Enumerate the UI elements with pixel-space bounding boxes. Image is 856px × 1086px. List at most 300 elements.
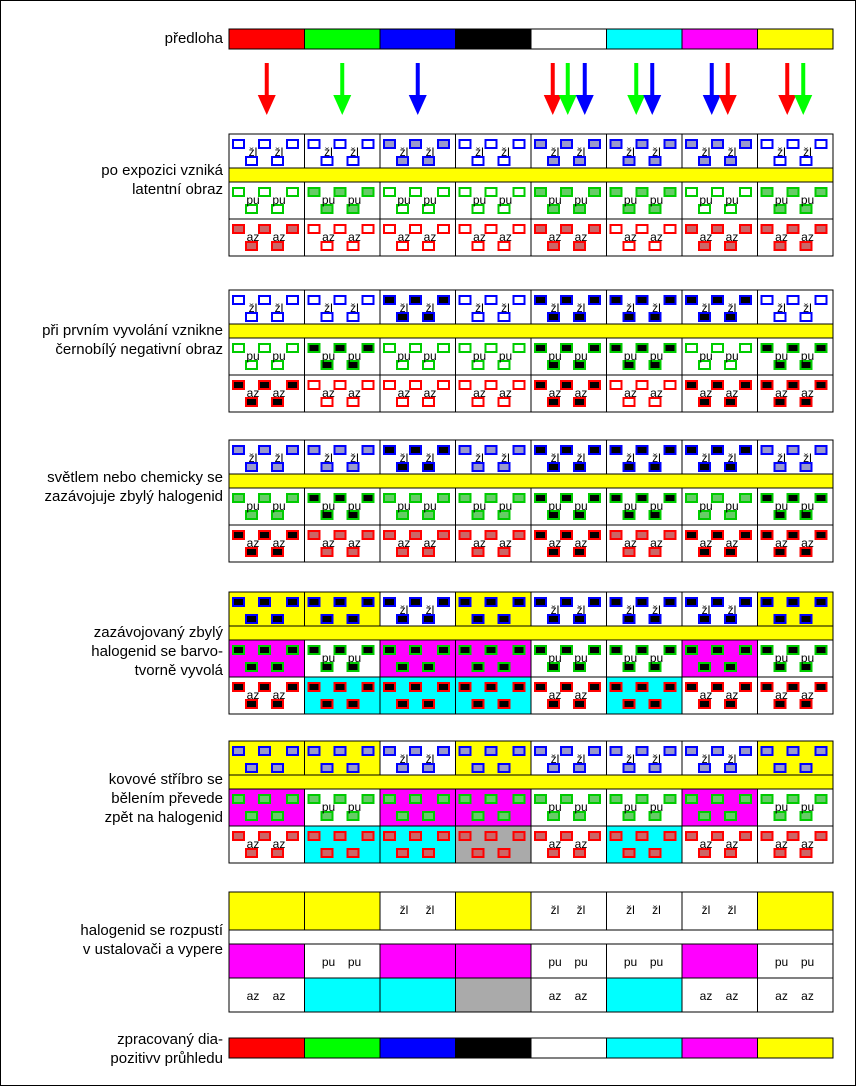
grain [762,531,773,539]
label-line: světlem nebo chemicky se [47,469,223,486]
grain [473,615,484,623]
grain [816,795,827,803]
final-layer-cell-blue [531,892,607,930]
grain [246,663,257,671]
grain [233,296,244,304]
grain [788,188,799,196]
grain [611,188,622,196]
grain [460,494,471,502]
grain [535,747,546,755]
blue-light-arrow [576,63,594,115]
grain [486,188,497,196]
grain [410,225,421,233]
grain [816,683,827,691]
grain [309,795,320,803]
layer-code-label: az [801,837,814,851]
layer-code-label: žl [727,301,737,315]
grain [460,344,471,352]
grain [788,446,799,454]
grain [762,140,773,148]
grain [410,747,421,755]
grain [561,832,572,840]
layer-code-label: žl [701,603,711,617]
grain [438,140,449,148]
grain [589,296,600,304]
layer-code-label: žl [576,145,586,159]
layer-code-label: pu [623,193,638,207]
grain [665,832,676,840]
grain [259,531,270,539]
grain [816,646,827,654]
grain [233,494,244,502]
layer-code-label: žl [576,752,586,766]
layer-code-label: žl [248,451,258,465]
grain [561,446,572,454]
grain [348,849,359,857]
layer-code-label: az [650,536,663,550]
grain [363,296,374,304]
layer-code-label: pu [649,800,664,814]
grain [611,598,622,606]
layer-code-label: žl [425,603,435,617]
grain [611,225,622,233]
grain [637,381,648,389]
green-light-arrow [794,63,812,115]
layer-code-label: az [499,536,512,550]
grain [740,832,751,840]
grain [486,598,497,606]
grain [259,747,270,755]
layer-code-label: az [624,386,637,400]
final-layer-cell-red [456,978,532,1012]
layer-code-label: pu [699,499,713,513]
grain [397,700,408,708]
grain [725,663,736,671]
layer-code-label: pu [725,193,739,207]
grain [309,225,320,233]
layer-code-label: žl [777,301,786,315]
grain [740,344,751,352]
layer-code-label: az [548,989,562,1003]
layer-code-label: pu [774,651,789,665]
final-layer-cell-red [758,978,834,1012]
grain [514,683,525,691]
grain [535,344,546,352]
yellow-filter-band [229,775,833,789]
layer-code-label: žl [701,752,711,766]
grain [712,296,723,304]
grain [816,747,827,755]
grain [665,446,676,454]
layer-code-label: az [397,230,411,244]
grain [740,646,751,654]
grain [246,764,257,772]
grain [384,296,395,304]
grain [788,494,799,502]
layer-code-label: žl [324,145,333,159]
grain [637,531,648,539]
grain [762,381,773,389]
grain [335,683,346,691]
red-light-arrow [258,63,276,115]
grain [665,683,676,691]
grain [686,598,697,606]
layer-code-label: az [548,386,562,400]
grain [712,747,723,755]
grain [363,531,374,539]
layer-code-label: pu [649,955,664,969]
grain [486,795,497,803]
grain [740,795,751,803]
layer-code-label: az [272,536,286,550]
layer-code-label: pu [800,955,815,969]
layer-code-label: az [574,989,588,1003]
layer-code-label: pu [472,499,487,513]
layer-code-label: žl [274,145,284,159]
layer-code-label: žl [425,145,435,159]
layer-code-label: žl [550,903,560,917]
grain [259,140,270,148]
layer-code-label: žl [727,603,737,617]
grain [335,446,346,454]
layer-code-label: az [348,536,361,550]
grain [788,795,799,803]
layer-code-label: pu [574,651,588,665]
arrow-head [409,95,427,115]
layer-code-label: az [699,386,713,400]
grain [712,381,723,389]
grain [740,225,751,233]
grain [363,494,374,502]
layer-code-label: az [473,386,486,400]
grain [762,683,773,691]
grain [712,225,723,233]
grain [473,812,484,820]
grain [686,494,697,502]
grain [309,381,320,389]
grain [589,381,600,389]
layer-code-label: az [272,837,286,851]
grain [473,663,484,671]
layer-code-label: pu [548,651,562,665]
grain [322,764,333,772]
grain [788,140,799,148]
grain [233,188,244,196]
layer-code-label: az [801,989,814,1003]
result-swatch-blue [380,1038,456,1058]
grain [438,646,449,654]
grain [259,381,270,389]
grain [589,646,600,654]
grain [233,795,244,803]
grain [816,140,827,148]
grain [259,832,270,840]
grain [686,140,697,148]
grain [272,764,283,772]
layer-code-label: az [548,536,562,550]
layer-code-label: pu [347,499,362,513]
label-stage1 [5,161,223,199]
final-layer-cell-blue [305,892,381,930]
green-light-arrow [627,63,645,115]
grain [335,225,346,233]
grain [762,225,773,233]
layer-code-label: pu [246,349,260,363]
grain [788,832,799,840]
layer-code-label: žl [701,903,711,917]
layer-code-label: pu [623,651,638,665]
grain [259,598,270,606]
predloha-swatch-green [305,29,381,49]
grain [499,615,510,623]
grain [486,344,497,352]
grain [438,531,449,539]
grain [637,683,648,691]
grain [637,598,648,606]
grain [514,446,525,454]
grain [486,747,497,755]
grain [460,832,471,840]
grain [410,188,421,196]
grain [762,646,773,654]
grain [561,188,572,196]
grain [788,296,799,304]
layer-code-label: pu [397,349,411,363]
grain [309,188,320,196]
grain [486,140,497,148]
layer-code-label: žl [576,451,586,465]
grain [309,140,320,148]
green-light-arrow [559,63,577,115]
grain [309,832,320,840]
label-line: kovové stříbro se [108,771,223,788]
grain [287,188,298,196]
layer-code-label: žl [727,903,737,917]
layer-code-label: žl [248,145,258,159]
final-layer-cell-green [531,944,607,978]
grain [259,446,270,454]
layer-code-label: pu [800,499,815,513]
result-swatch-black [456,1038,532,1058]
grain [363,381,374,389]
grain [486,381,497,389]
grain [611,344,622,352]
grain [335,531,346,539]
grain [699,812,710,820]
layer-code-label: pu [548,193,562,207]
layer-code-label: az [272,688,286,702]
layer-code-label: az [574,837,588,851]
grain [561,381,572,389]
layer-code-label: pu [774,800,789,814]
layer-code-label: pu [347,651,362,665]
layer-code-label: az [775,688,788,702]
arrow-head [627,95,645,115]
layer-code-label: pu [321,349,336,363]
grain [514,598,525,606]
arrow-head [258,95,276,115]
layer-code-label: az [272,386,286,400]
blue-light-arrow [409,63,427,115]
layer-code-label: az [397,536,411,550]
grain [309,344,320,352]
grain [686,344,697,352]
grain [322,700,333,708]
grain [499,849,510,857]
layer-code-label: pu [246,499,260,513]
arrow-head [703,95,721,115]
grain [410,531,421,539]
layer-code-label: pu [321,800,336,814]
layer-code-label: az [775,536,788,550]
grain [762,494,773,502]
layer-code-label: pu [649,349,664,363]
arrow-head [719,95,737,115]
grain [384,832,395,840]
red-light-arrow [719,63,737,115]
grain [397,812,408,820]
layer-code-label: žl [727,145,737,159]
grain [384,531,395,539]
layer-code-label: pu [397,499,411,513]
grain [801,615,812,623]
layer-code-label: az [725,230,739,244]
layer-code-label: az [775,989,788,1003]
grain [384,683,395,691]
layer-code-label: az [246,536,260,550]
grain [514,494,525,502]
grain [348,764,359,772]
layer-code-label: pu [774,193,789,207]
layer-code-label: žl [727,451,737,465]
layer-code-label: žl [777,145,786,159]
final-layer-cell-red [305,978,381,1012]
label-line: v ustalovači a vypere [82,941,223,958]
grain [287,381,298,389]
grain [535,531,546,539]
label-line: zpracovaný dia- [117,1031,223,1048]
layer-code-label: az [801,386,814,400]
grain [438,747,449,755]
layer-code-label: az [775,230,788,244]
grain [423,849,434,857]
grain [287,446,298,454]
grain [665,140,676,148]
grain [762,598,773,606]
layer-code-label: pu [246,193,260,207]
grain [363,140,374,148]
yellow-filter-band [229,474,833,488]
final-layer-cell-green [456,944,532,978]
grain [335,140,346,148]
layer-code-label: az [725,837,739,851]
layer-code-label: az [499,386,512,400]
grain [384,188,395,196]
grain [816,381,827,389]
layer-code-label: žl [626,752,635,766]
layer-code-label: pu [574,499,588,513]
grain [473,849,484,857]
grain [762,832,773,840]
grain [535,381,546,389]
layer-code-label: žl [626,301,635,315]
final-layer-cell-blue [456,892,532,930]
layer-code-label: pu [347,800,362,814]
predloha-swatch-cyan [607,29,683,49]
layer-code-label: az [624,536,637,550]
grain [335,381,346,389]
grain [712,598,723,606]
grain [535,296,546,304]
layer-code-label: pu [800,651,815,665]
layer-code-label: az [725,386,739,400]
layer-code-label: žl [550,145,560,159]
grain [514,795,525,803]
layer-code-label: žl [399,301,409,315]
grain [514,188,525,196]
grain [309,531,320,539]
grain [246,812,257,820]
grain [686,188,697,196]
layer-code-label: az [548,837,562,851]
grain [246,615,257,623]
layer-code-label: pu [725,349,739,363]
layer-code-label: pu [272,499,286,513]
grain [438,225,449,233]
layer-code-label: pu [347,349,362,363]
grain [287,225,298,233]
layer-code-label: žl [701,145,711,159]
grain [499,764,510,772]
grain [309,598,320,606]
grain [309,494,320,502]
red-light-arrow [778,63,796,115]
grain [686,683,697,691]
label-stage7 [5,1030,223,1068]
grain [486,531,497,539]
grain [410,646,421,654]
result-swatch-yellow [758,1038,834,1058]
grain [438,296,449,304]
layer-code-label: pu [423,349,437,363]
grain [410,381,421,389]
grain [665,381,676,389]
grain [233,531,244,539]
grain [384,646,395,654]
layer-code-label: az [801,536,814,550]
grain [788,344,799,352]
grain [309,683,320,691]
result-swatch-red [229,1038,305,1058]
grain [460,747,471,755]
layer-code-label: pu [321,651,336,665]
grain [363,646,374,654]
layer-code-label: pu [574,955,588,969]
grain [535,795,546,803]
layer-code-label: pu [548,800,562,814]
grain [322,615,333,623]
grain [611,795,622,803]
label-line: bělením převede [111,790,223,807]
grain [410,446,421,454]
predloha-swatch-white [531,29,607,49]
grain [762,795,773,803]
grain [712,683,723,691]
grain [233,598,244,606]
layer-code-label: pu [574,349,588,363]
grain [611,140,622,148]
grain [611,832,622,840]
